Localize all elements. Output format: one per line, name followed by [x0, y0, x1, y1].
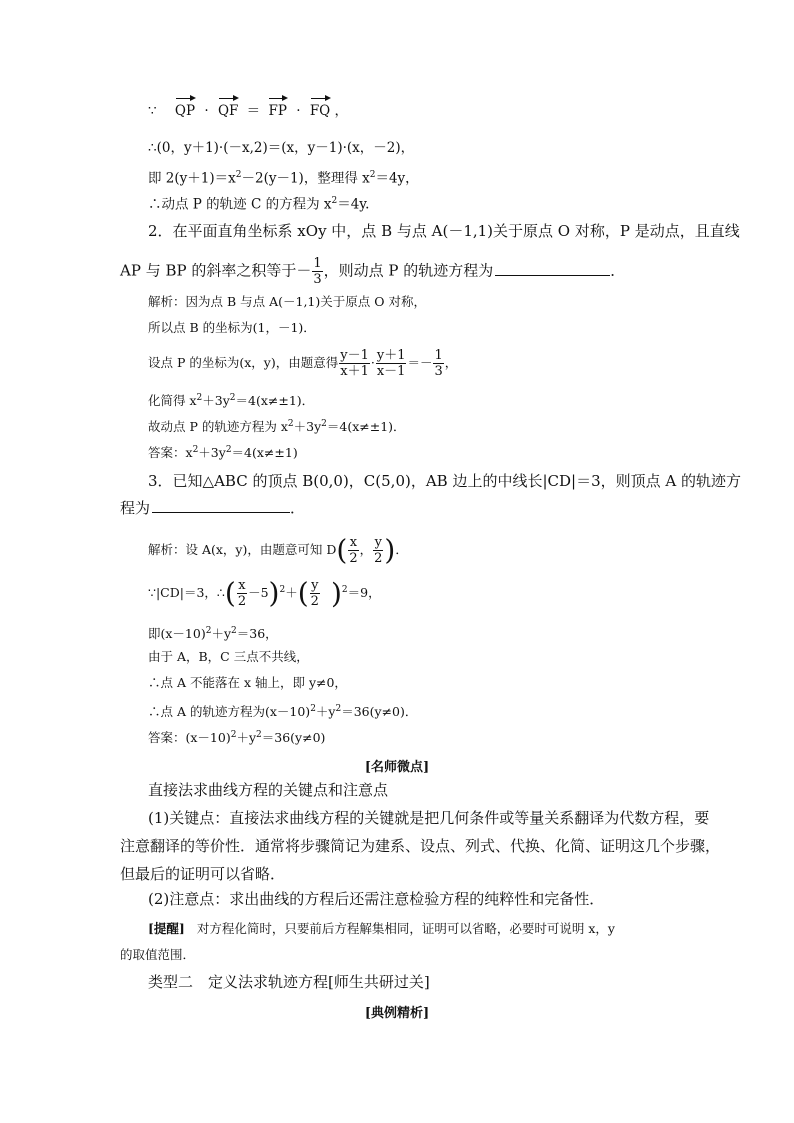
- fraction: $\frac{x}{2}$: [349, 535, 358, 566]
- solution-2-line-1: 解析：因为点 B 与点 A(－1,1)关于原点 O 对称，: [148, 294, 426, 309]
- fraction: $\frac{y-1}{x+1}$: [340, 348, 369, 379]
- question-3-line-1: 3．已知△ABC 的顶点 B(0,0)，C(5,0)，AB 边上的中线长|CD|＝3，则顶点 A 的轨迹方: [148, 472, 741, 490]
- solution-3-line-6: ∴点 A 的轨迹方程为$(x-10)^2+y^2=36(y\ne 0)$．: [148, 704, 418, 720]
- solution-3-line-4: 由于 A，B，C 三点不共线，: [148, 649, 309, 664]
- question-2-line-1: 2．在平面直角坐标系 xOy 中，点 B 与点 A(－1,1)关于原点 O 对称，P 是动点，且直线: [148, 222, 740, 240]
- solution-2-line-3: 设点 P 的坐标为(x，y)，由题意得 $\frac{y-1}{x+1}$ · $\frac{y+1}{x-1}$ ＝－ $\frac{1}{3}$ ，: [148, 348, 458, 379]
- answer-blank[interactable]: [495, 261, 610, 276]
- vector-qf: QF: [217, 103, 239, 119]
- tips-paragraph-1-line-3: 但最后的证明可以省略．: [120, 865, 286, 883]
- fraction: $\frac{y+1}{x-1}$: [376, 348, 406, 379]
- tips-paragraph-1-line-2: 注意翻译的等价性．通常将步骤简记为建系、设点、列式、代换、化简、证明这几个步骤，: [120, 837, 721, 855]
- answer-3-line: 答案：$(x-10)^2+y^2=36(y\ne 0)$: [148, 730, 326, 746]
- comma: ，: [334, 103, 349, 119]
- question-3-line-2: 程为 ．: [120, 499, 306, 517]
- example-section-title: [典例精析]: [364, 1006, 430, 1021]
- fraction: $\frac{x}{2}$: [237, 578, 247, 609]
- tips-paragraph-2: (2)注意点：求出曲线的方程后还需注意检验方程的纯粹性和完备性．: [148, 890, 605, 908]
- vector-equation-line: [148, 102, 348, 120]
- fraction: $\frac{y}{2}$: [374, 535, 383, 566]
- vector-fq: FQ: [309, 103, 331, 119]
- solution-3-line-5: ∴点 A 不能落在 x 轴上，即 y≠0，: [148, 675, 347, 690]
- equals-symbol: ＝: [246, 103, 261, 119]
- solution-2-line-4: 化简得 $x^2+3y^2=4(x\ne\pm 1)$．: [148, 393, 315, 409]
- fraction: $\frac{1}{3}$: [434, 348, 443, 379]
- solution-3-line-3: 即$(x-10)^2+y^2=36$，: [148, 626, 278, 642]
- tips-heading: 直接法求曲线方程的关键点和注意点: [148, 781, 389, 799]
- answer-2-line: 答案：$x^2+3y^2=4(x\ne\pm 1)$: [148, 445, 298, 461]
- simplify-line: 即 $2(y+1)=x^2-2(y-1)$，整理得 $x^2=4y$，: [148, 170, 419, 187]
- question-2-line-2: AP 与 BP 的斜率之积等于－ $\frac{1}{3}$ ，则动点 P 的轨迹方程为 ．: [120, 256, 626, 287]
- locus-conclusion-line: ∴动点 P 的轨迹 C 的方程为 $x^2=4y$.: [148, 196, 370, 213]
- answer-blank[interactable]: [152, 498, 290, 513]
- dot-symbol: ·: [204, 103, 209, 119]
- dot-symbol: ·: [296, 103, 301, 119]
- coordinate-product-line: ∴(0，y＋1)·(－x,2)＝(x，y－1)·(x，－2)，: [148, 140, 415, 156]
- type-two-heading: 类型二 定义法求轨迹方程[师生共研过关]: [148, 973, 430, 991]
- tips-section-title: [名师微点]: [364, 760, 430, 775]
- fraction: $\frac{y}{2}$: [310, 578, 319, 609]
- vector-qp: QP: [174, 103, 196, 119]
- vector-fp: FP: [268, 103, 287, 119]
- solution-3-line-2: ∵|CD|＝3，∴( $\frac{x}{2}$ －5)$^2$＋( $\frac{y}{2}$ )$^2$＝9，: [148, 576, 381, 610]
- solution-3-line-1: 解析：设 A(x，y)，由题意可知 D( $\frac{x}{2}$ ， $\frac{y}{2}$ )．: [148, 533, 408, 567]
- reminder-line-1: [提醒] 对方程化简时，只要前后方程解集相同，证明可以省略，必要时可说明 x，y: [148, 921, 615, 936]
- reminder-line-2: 的取值范围．: [120, 947, 196, 962]
- solution-2-line-5: 故动点 P 的轨迹方程为 $x^2+3y^2=4(x\ne\pm 1)$．: [148, 419, 406, 435]
- fraction-one-third: $\frac{1}{3}$: [313, 256, 322, 287]
- solution-2-line-2: 所以点 B 的坐标为(1，－1)．: [148, 320, 316, 335]
- tips-paragraph-1-line-1: (1)关键点：直接法求曲线方程的关键就是把几何条件或等量关系翻译为代数方程，要: [148, 809, 710, 827]
- because-symbol: ∵: [148, 103, 157, 119]
